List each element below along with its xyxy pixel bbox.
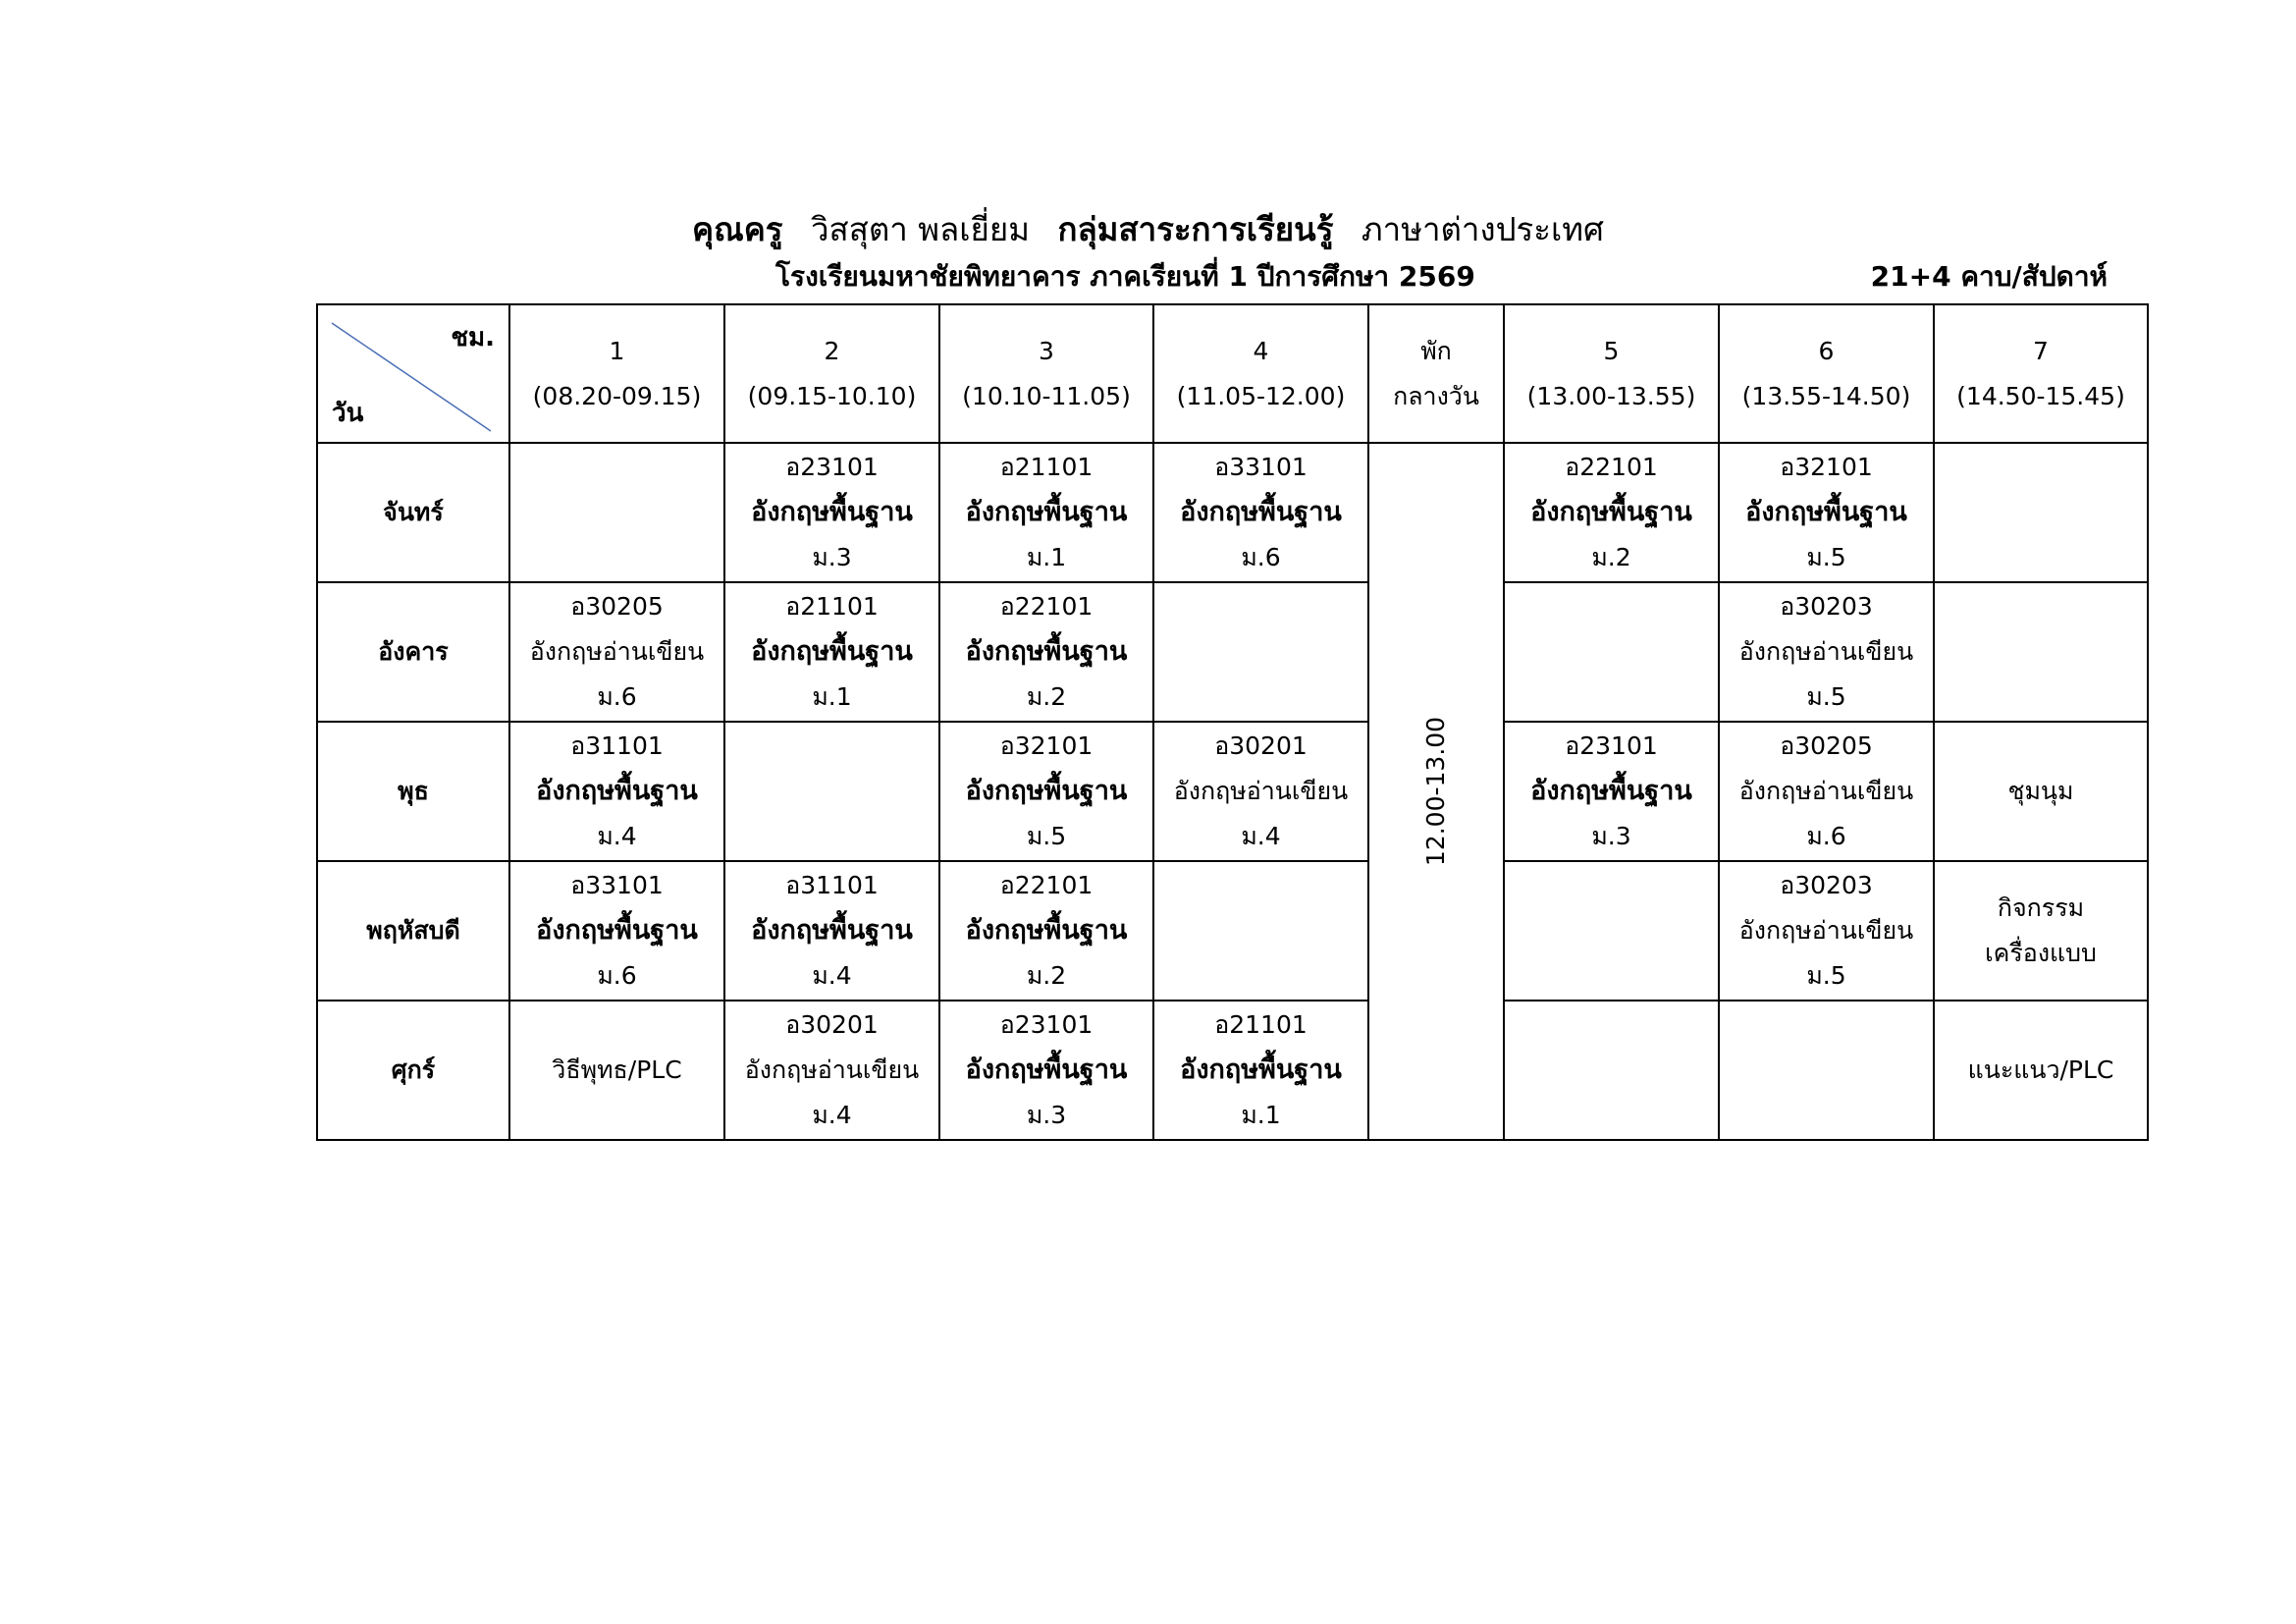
course-code: อ30203 [1780,592,1873,621]
course-subject: อังกฤษอ่านเขียน [1173,777,1349,805]
period-cell [1719,722,1934,861]
course-subject: อังกฤษพื้นฐาน [751,636,913,667]
course-code: อ30205 [570,592,664,621]
period-cell [509,722,724,861]
course-code: อ23101 [785,453,879,481]
period-cell [1153,1001,1368,1140]
course-code: อ33101 [1214,453,1308,481]
course-grade: ม.3 [1026,1101,1067,1129]
course-subject: อังกฤษพื้นฐาน [1180,497,1342,527]
period-cell [939,1001,1153,1140]
course-subject: อังกฤษพื้นฐาน [1180,1055,1342,1085]
col-number: พัก [1420,336,1452,365]
course-code: อ30201 [785,1010,879,1039]
course-grade: ม.5 [1806,543,1846,571]
course-grade: ม.4 [1241,822,1281,850]
col-header [724,304,939,443]
course-code: อ23101 [999,1010,1094,1039]
course-code: อ33101 [570,871,664,899]
course-grade: ม.6 [597,961,637,990]
period-cell [1719,861,1934,1001]
activity-note: วิธีพุทธ/PLC [552,1056,682,1084]
course-subject: อังกฤษอ่านเขียน [1738,637,1914,666]
course-subject: อังกฤษอ่านเขียน [1738,777,1914,805]
course-subject: อังกฤษพื้นฐาน [1745,497,1907,527]
period-cell [1153,722,1368,861]
period-cell [1504,582,1719,722]
period-cell [1504,722,1719,861]
corner-day-label: วัน [332,399,364,428]
course-subject: อังกฤษพื้นฐาน [751,915,913,946]
col-time: (08.20-09.15) [532,381,702,410]
teacher-name: วิสสุตา พลเยี่ยม [811,210,1030,248]
course-code: อ32101 [1780,453,1873,481]
period-cell [724,861,939,1001]
periods-per-week: 21+4 คาบ/สัปดาห์ [1870,260,2108,293]
col-number: 4 [1253,336,1269,365]
period-cell [1153,582,1368,722]
col-header [1719,304,1934,443]
lunch-time-label: 12.00-13.00 [1421,716,1450,867]
course-code: อ23101 [1565,731,1658,760]
period-cell [1719,443,1934,582]
activity-note: กิจกรรม [1997,893,2085,922]
course-code: อ21101 [785,592,879,621]
period-cell [1153,861,1368,1001]
table-row [317,443,2148,582]
period-cell [724,582,939,722]
period-cell [1504,861,1719,1001]
activity-note: ชุมนุม [2007,777,2074,805]
course-code: อ22101 [999,592,1094,621]
period-cell [939,722,1153,861]
lunch-break-cell [1368,443,1504,1140]
col-header [1504,304,1719,443]
course-grade: ม.5 [1806,961,1846,990]
col-time: (13.00-13.55) [1526,381,1696,410]
group-name: ภาษาต่างประเทศ [1361,210,1604,248]
course-subject: อังกฤษพื้นฐาน [536,915,698,946]
course-code: อ31101 [570,731,664,760]
col-number: 7 [2033,336,2049,365]
period-cell [1934,722,2148,861]
group-label: กลุ่มสาระการเรียนรู้ [1057,210,1334,248]
course-subject: อังกฤษพื้นฐาน [1530,497,1692,527]
col-time: (11.05-12.00) [1176,381,1346,410]
period-cell [509,582,724,722]
period-cell [1153,443,1368,582]
course-subject: อังกฤษพื้นฐาน [965,1055,1128,1085]
course-grade: ม.2 [1591,543,1631,571]
teacher-label: คุณครู [692,210,783,248]
col-header-lunch [1368,304,1504,443]
course-grade: ม.1 [1241,1101,1281,1129]
day-cell: อังคาร [317,582,509,722]
period-cell [1934,443,2148,582]
course-code: อ31101 [785,871,879,899]
col-time: (09.15-10.10) [747,381,917,410]
period-cell [939,861,1153,1001]
course-subject: อังกฤษอ่านเขียน [1738,916,1914,945]
period-cell [509,861,724,1001]
course-code: อ30205 [1780,731,1873,760]
course-grade: ม.1 [812,682,852,711]
course-grade: ม.2 [1026,961,1067,990]
course-code: อ22101 [999,871,1094,899]
course-grade: ม.4 [812,961,852,990]
col-header [1934,304,2148,443]
course-subject: อังกฤษพื้นฐาน [751,497,913,527]
col-time: (14.50-15.45) [1956,381,2125,410]
col-header [939,304,1153,443]
col-number: 5 [1603,336,1620,365]
course-grade: ม.5 [1806,682,1846,711]
course-code: อ22101 [1565,453,1658,481]
period-cell [509,1001,724,1140]
period-cell [1719,582,1934,722]
period-cell [724,1001,939,1140]
school-term-line: โรงเรียนมหาชัยพิทยาคาร ภาคเรียนที่ 1 ปีการศึกษา 2569 [775,260,1475,293]
day-cell: พฤหัสบดี [317,861,509,1001]
course-code: อ21101 [999,453,1094,481]
col-number: 6 [1818,336,1835,365]
period-cell [724,443,939,582]
col-number: 2 [824,336,840,365]
day-cell: จันทร์ [317,443,509,582]
period-cell [1504,443,1719,582]
corner-period-label: ชม. [451,323,495,352]
course-code: อ32101 [999,731,1094,760]
period-cell [509,443,724,582]
course-subject: อังกฤษพื้นฐาน [1530,776,1692,806]
period-cell [724,722,939,861]
course-subject: อังกฤษพื้นฐาน [965,497,1128,527]
col-number: 3 [1039,336,1054,365]
period-cell [1934,1001,2148,1140]
course-subject: อังกฤษพื้นฐาน [965,776,1128,806]
course-subject: อังกฤษพื้นฐาน [965,915,1128,946]
course-code: อ30201 [1214,731,1308,760]
period-cell [1934,861,2148,1001]
course-grade: ม.3 [1591,822,1631,850]
day-cell: พุธ [317,722,509,861]
activity-note-2: เครื่องแบบ [1985,939,2097,967]
header-row [317,304,2148,443]
course-grade: ม.4 [597,822,637,850]
course-code: อ30203 [1780,871,1873,899]
col-time: (10.10-11.05) [962,381,1131,410]
col-time: (13.55-14.50) [1741,381,1911,410]
table-row [317,722,2148,861]
col-header [1153,304,1368,443]
col-time: กลางวัน [1393,381,1479,410]
course-grade: ม.4 [812,1101,852,1129]
period-cell [1504,1001,1719,1140]
period-cell [939,443,1153,582]
table-row [317,1001,2148,1140]
course-grade: ม.6 [1241,543,1281,571]
course-subject: อังกฤษพื้นฐาน [965,636,1128,667]
course-grade: ม.1 [1026,543,1067,571]
course-code: อ21101 [1214,1010,1308,1039]
timetable-title [0,206,2296,253]
course-subject: อังกฤษพื้นฐาน [536,776,698,806]
col-number: 1 [609,336,625,365]
course-grade: ม.6 [1806,822,1846,850]
course-grade: ม.6 [597,682,637,711]
activity-note: แนะแนว/PLC [1967,1056,2114,1084]
course-grade: ม.5 [1026,822,1067,850]
period-cell [1719,1001,1934,1140]
course-subject: อังกฤษอ่านเขียน [529,637,705,666]
timetable [316,303,2149,1141]
course-subject: อังกฤษอ่านเขียน [744,1056,920,1084]
corner-cell [317,304,509,443]
table-row [317,861,2148,1001]
course-grade: ม.2 [1026,682,1067,711]
col-header [509,304,724,443]
day-cell: ศุกร์ [317,1001,509,1140]
period-cell [1934,582,2148,722]
period-cell [939,582,1153,722]
table-row [317,582,2148,722]
course-grade: ม.3 [812,543,852,571]
